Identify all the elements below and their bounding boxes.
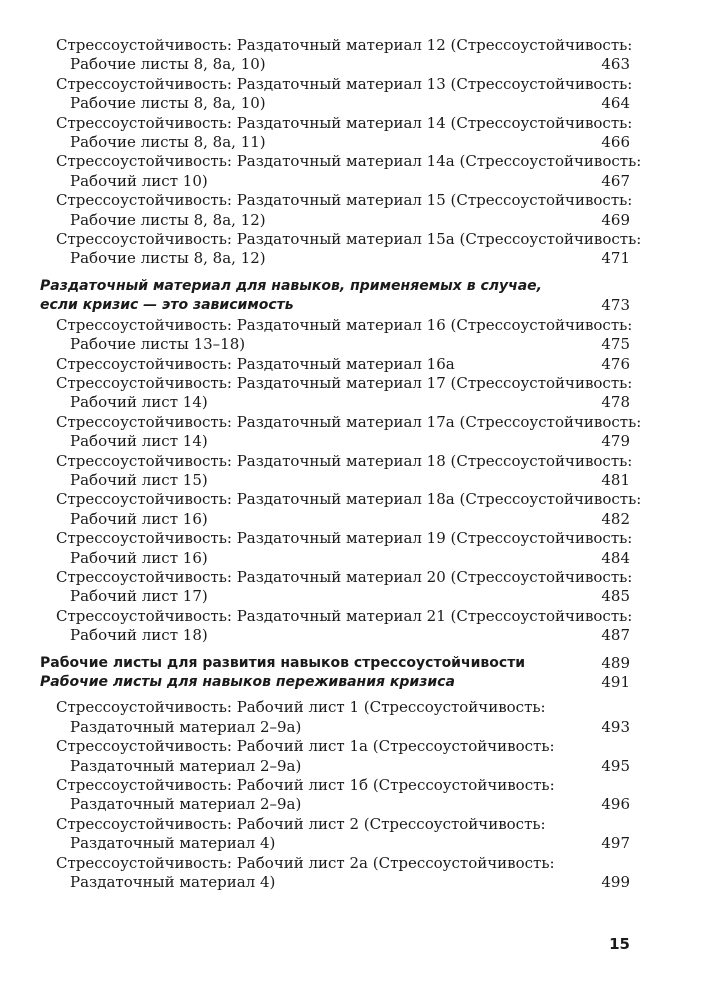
toc-entry-title: Стрессоустойчивость: Раздаточный материал 21 (Стрессоустойчивость: xyxy=(56,606,633,625)
toc-entry-title: Рабочие листы для навыков переживания кризиса xyxy=(40,674,455,690)
toc-entry xyxy=(0,654,704,673)
toc-entry-title: Стрессоустойчивость: Раздаточный материал 20 (Стрессоустойчивость: xyxy=(56,567,633,586)
toc-entry-title: Стрессоустойчивость: Раздаточный материал 16а xyxy=(56,354,455,373)
toc-entry xyxy=(0,36,704,75)
toc-entry-page: 475 xyxy=(601,335,630,354)
toc-entry-page: 466 xyxy=(601,133,630,152)
toc-entry-title-continued: Рабочий лист 10) xyxy=(70,171,208,190)
toc-entry xyxy=(0,316,704,355)
toc-entry-title-continued: Рабочие листы 8, 8а, 12) xyxy=(70,210,266,229)
toc-entry-title-continued: Рабочий лист 16) xyxy=(70,548,208,567)
toc-entry xyxy=(0,776,704,815)
toc-entry-title: Стрессоустойчивость: Рабочий лист 1 (Стрессоустойчивость: xyxy=(56,698,546,717)
toc-entry-page: 484 xyxy=(601,548,630,567)
toc-entry-page: 471 xyxy=(601,249,630,268)
toc-entry-title: Стрессоустойчивость: Рабочий лист 2 (Стрессоустойчивость: xyxy=(56,814,546,833)
toc-entry-title: Стрессоустойчивость: Раздаточный материал 15а (Стрессоустойчивость: xyxy=(56,230,642,249)
toc-entry-page: 493 xyxy=(601,717,630,736)
toc-entry-title: Стрессоустойчивость: Раздаточный материал 19 (Стрессоустойчивость: xyxy=(56,529,633,548)
toc-entry-page: 496 xyxy=(601,795,630,814)
toc-entry-page: 476 xyxy=(601,354,630,373)
toc-entry-title-continued: Рабочий лист 16) xyxy=(70,509,208,528)
toc-entry xyxy=(0,737,704,776)
toc-entry xyxy=(0,673,704,692)
toc-entry-title-continued: Рабочие листы 8, 8а, 12) xyxy=(70,249,266,268)
toc-entry xyxy=(0,75,704,114)
toc-entry-page: 495 xyxy=(601,756,630,775)
toc-entry-title: Стрессоустойчивость: Рабочий лист 1а (Стрессоустойчивость: xyxy=(56,737,555,756)
toc-entry xyxy=(0,490,704,529)
toc-entry-page: 489 xyxy=(601,653,630,672)
toc-entry xyxy=(0,452,704,491)
toc-entry xyxy=(0,374,704,413)
toc-entry-page: 499 xyxy=(601,873,630,892)
toc-entry-page: 473 xyxy=(601,296,630,315)
toc-entry-page: 467 xyxy=(601,171,630,190)
toc-entry-title: Стрессоустойчивость: Раздаточный материал 14 (Стрессоустойчивость: xyxy=(56,113,633,132)
toc-entry xyxy=(0,230,704,269)
toc-entry xyxy=(0,277,704,316)
toc-entry-title: Стрессоустойчивость: Раздаточный материал 14а (Стрессоустойчивость: xyxy=(56,152,642,171)
toc-entry-page: 487 xyxy=(601,626,630,645)
page-number: 15 xyxy=(609,935,630,953)
toc-entry-title-continued: Раздаточный материал 4) xyxy=(70,873,276,892)
toc-entry-page: 481 xyxy=(601,470,630,489)
toc-entry xyxy=(0,854,704,893)
toc-entry-title-continued: Рабочие листы 13–18) xyxy=(70,335,246,354)
toc-entry-title-continued: если кризис — это зависимость xyxy=(40,297,294,314)
toc-entry-title-continued: Рабочий лист 17) xyxy=(70,587,208,606)
toc-entry-title: Стрессоустойчивость: Рабочий лист 2а (Стрессоустойчивость: xyxy=(56,853,555,872)
toc-entry xyxy=(0,152,704,191)
toc-entry-title-continued: Раздаточный материал 2–9а) xyxy=(70,756,302,775)
toc-entry-page: 482 xyxy=(601,509,630,528)
toc-entry-title-continued: Раздаточный материал 2–9а) xyxy=(70,795,302,814)
toc-entry-title-continued: Рабочий лист 14) xyxy=(70,432,208,451)
toc-entry-title-continued: Рабочие листы 8, 8а, 11) xyxy=(70,133,266,152)
toc-entry-title: Стрессоустойчивость: Раздаточный материал 18а (Стрессоустойчивость: xyxy=(56,490,642,509)
toc-entry-title: Стрессоустойчивость: Рабочий лист 1б (Стрессоустойчивость: xyxy=(56,776,555,795)
toc-entry-page: 497 xyxy=(601,834,630,853)
toc-entry-page: 463 xyxy=(601,55,630,74)
toc-entry-title-continued: Раздаточный материал 2–9а) xyxy=(70,717,302,736)
toc-entry-title: Стрессоустойчивость: Раздаточный материал 17а (Стрессоустойчивость: xyxy=(56,412,642,431)
toc-entry-page: 464 xyxy=(601,94,630,113)
toc-entry-title: Рабочие листы для развития навыков стрессоустойчивости xyxy=(40,654,526,671)
toc-entry-title-continued: Рабочий лист 18) xyxy=(70,626,208,645)
toc-entry-page: 491 xyxy=(601,673,630,691)
toc-entry-title: Стрессоустойчивость: Раздаточный материал 16 (Стрессоустойчивость: xyxy=(56,315,633,334)
toc-entry-title: Стрессоустойчивость: Раздаточный материал 15 (Стрессоустойчивость: xyxy=(56,191,633,210)
toc-entry-title-continued: Рабочий лист 15) xyxy=(70,470,208,489)
toc-entry-title-continued: Раздаточный материал 4) xyxy=(70,834,276,853)
toc-entry-page: 485 xyxy=(601,587,630,606)
toc-entry xyxy=(0,355,704,374)
toc-entry-title-continued: Рабочие листы 8, 8а, 10) xyxy=(70,55,266,74)
toc-entry xyxy=(0,698,704,737)
toc-entry-title: Стрессоустойчивость: Раздаточный материал 13 (Стрессоустойчивость: xyxy=(56,74,633,93)
toc-entry xyxy=(0,607,704,646)
toc-entry-page: 479 xyxy=(601,432,630,451)
toc-entry-title: Стрессоустойчивость: Раздаточный материал 17 (Стрессоустойчивость: xyxy=(56,373,633,392)
toc-entry-title-continued: Рабочие листы 8, 8а, 10) xyxy=(70,94,266,113)
toc-entry xyxy=(0,529,704,568)
toc-entry xyxy=(0,114,704,153)
toc-entry-page: 469 xyxy=(601,210,630,229)
toc-entry-page: 478 xyxy=(601,393,630,412)
toc-entry xyxy=(0,815,704,854)
toc-entry xyxy=(0,413,704,452)
toc-entry-title-continued: Рабочий лист 14) xyxy=(70,393,208,412)
toc-entry xyxy=(0,191,704,230)
table-of-contents xyxy=(0,36,704,892)
toc-entry-title: Раздаточный материал для навыков, применяемых в случае, xyxy=(40,277,542,294)
toc-entry xyxy=(0,568,704,607)
toc-entry-title: Стрессоустойчивость: Раздаточный материал 12 (Стрессоустойчивость: xyxy=(56,36,633,54)
toc-entry-title: Стрессоустойчивость: Раздаточный материал 18 (Стрессоустойчивость: xyxy=(56,451,633,470)
